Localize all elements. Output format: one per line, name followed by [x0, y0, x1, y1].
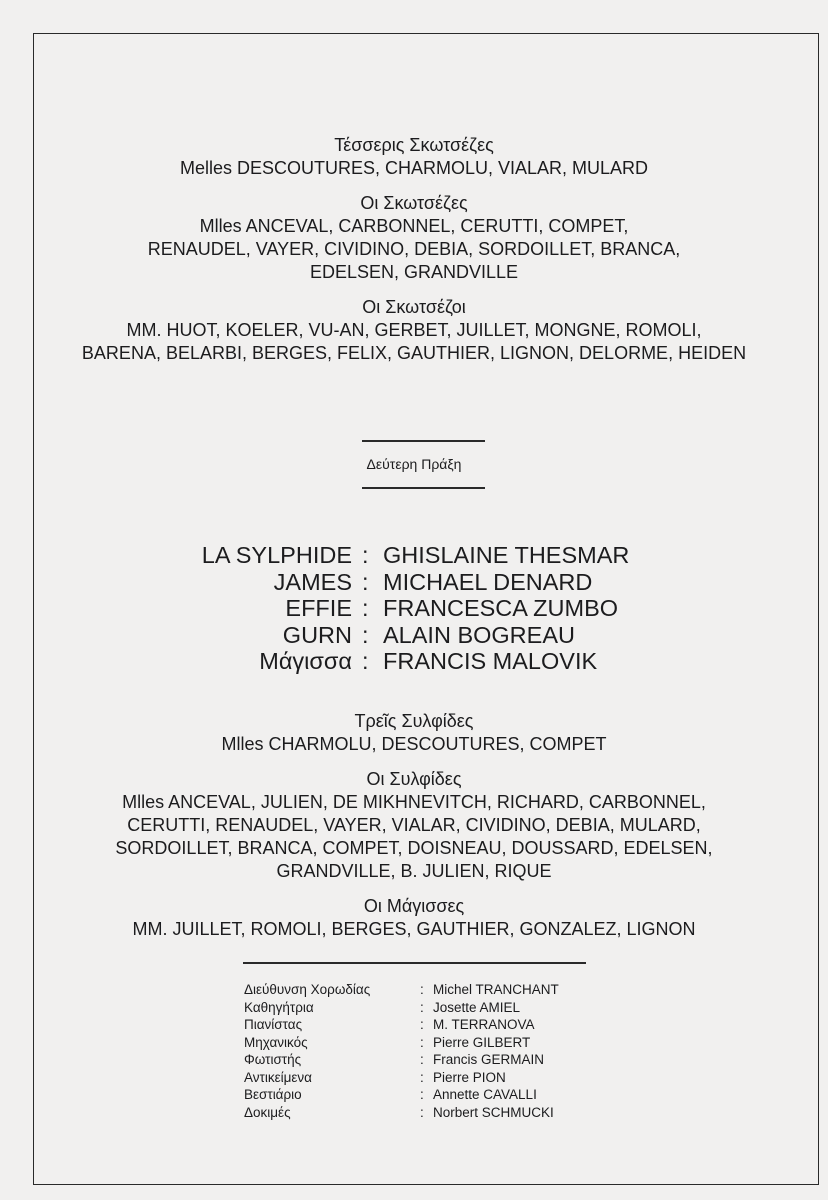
crew-separator: : [420, 1034, 424, 1050]
cast-separator: : [362, 595, 369, 621]
cast-separator: : [362, 568, 369, 595]
crew-row [0, 999, 828, 1017]
cast-row [0, 569, 828, 596]
crew-separator: : [420, 1017, 424, 1032]
group-members: GRANDVILLE, B. JULIEN, RIQUE [276, 861, 552, 881]
crew-row [0, 1016, 828, 1034]
crew-credits [0, 981, 828, 1121]
group-members: Mlles CHARMOLU, DESCOUTURES, COMPET [221, 734, 607, 754]
crew-job: Διεύθυνση Χορωδίας [244, 982, 371, 997]
cast-role: LA SYLPHIDE [201, 542, 352, 568]
cast-dancer: ALAIN BOGREAU [383, 621, 575, 648]
group-members: Mlles ANCEVAL, JULIEN, DE MIKHNEVITCH, RICHARD, CARBONNEL, [122, 792, 706, 812]
cast-row [0, 542, 828, 569]
crew-job: Αντικείμενα [244, 1069, 312, 1085]
crew-name: Michel TRANCHANT [433, 982, 559, 997]
crew-job: Βεστιάριο [244, 1087, 302, 1102]
cast-row [0, 622, 828, 649]
group-members: MM. HUOT, KOELER, VU-AN, GERBET, JUILLET, MONGNE, ROMOLI, [126, 320, 702, 340]
group-members: CERUTTI, RENAUDEL, VAYER, VIALAR, CIVIDINO, DEBIA, MULARD, [127, 815, 701, 835]
cast-separator: : [362, 542, 369, 568]
cast-separator: : [362, 621, 369, 648]
crew-separator: : [420, 1052, 424, 1067]
crew-job: Μηχανικός [244, 1034, 308, 1050]
crew-separator: : [420, 982, 424, 997]
divider-bottom [362, 487, 485, 489]
crew-row [0, 1051, 828, 1069]
group-members: SORDOILLET, BRANCA, COMPET, DOISNEAU, DOUSSARD, EDELSEN, [115, 838, 713, 858]
group-heading: Οι Σκωτσέζοι [362, 297, 466, 317]
crew-row [0, 1034, 828, 1052]
crew-separator: : [420, 1069, 424, 1085]
cast-dancer: MICHAEL DENARD [383, 568, 593, 595]
cast-dancer: FRANCIS MALOVIK [383, 648, 598, 674]
cast-role: JAMES [273, 568, 352, 595]
cast-dancer: FRANCESCA ZUMBO [383, 595, 619, 621]
crew-row [0, 1104, 828, 1122]
group-members: Melles DESCOUTURES, CHARMOLU, VIALAR, MULARD [179, 158, 649, 178]
crew-name: M. TERRANOVA [433, 1017, 535, 1032]
group-members: BARENA, BELARBI, BERGES, FELIX, GAUTHIER, LIGNON, DELORME, HEIDEN [81, 343, 747, 363]
crew-name: Josette AMIEL [433, 999, 521, 1015]
cast-dancer: GHISLAINE THESMAR [383, 542, 630, 568]
crew-name: Pierre PION [433, 1069, 506, 1085]
act-title: Δεύτερη Πράξη [366, 456, 462, 472]
crew-row [0, 1086, 828, 1104]
act-one-ensemble [0, 134, 828, 365]
crew-name: Annette CAVALLI [433, 1087, 537, 1102]
crew-job: Δοκιμές [244, 1104, 291, 1120]
crew-job: Φωτιστής [244, 1052, 302, 1067]
cast-role: EFFIE [285, 595, 352, 621]
crew-separator: : [420, 1104, 424, 1120]
crew-divider [243, 962, 586, 964]
crew-row [0, 981, 828, 999]
cast-separator: : [362, 648, 369, 674]
cast-row [0, 595, 828, 622]
group-members: RENAUDEL, VAYER, CIVIDINO, DEBIA, SORDOILLET, BRANCA, [147, 239, 681, 259]
cast-role: Μάγισσα [259, 648, 352, 674]
divider-top [362, 440, 485, 442]
group-heading: Οι Μάγισσες [363, 896, 465, 916]
crew-separator: : [420, 999, 424, 1015]
cast-role: GURN [282, 621, 352, 648]
group-members: MM. JUILLET, ROMOLI, BERGES, GAUTHIER, GONZALEZ, LIGNON [132, 919, 696, 939]
crew-name: Norbert SCHMUCKI [433, 1104, 554, 1120]
group-heading: Οι Συλφίδες [366, 769, 462, 789]
crew-name: Francis GERMAIN [433, 1052, 545, 1067]
group-heading: Οι Σκωτσέζες [360, 193, 468, 213]
crew-job: Καθηγήτρια [244, 999, 314, 1015]
act-two-ensemble [0, 710, 828, 941]
crew-name: Pierre GILBERT [433, 1034, 531, 1050]
cast-row [0, 648, 828, 675]
crew-job: Πιανίστας [244, 1017, 303, 1032]
group-heading: Τέσσερις Σκωτσέζες [334, 135, 494, 155]
group-heading: Τρεῖς Συλφίδες [354, 711, 474, 731]
crew-row [0, 1069, 828, 1087]
group-members: Mlles ANCEVAL, CARBONNEL, CERUTTI, COMPET, [199, 216, 629, 236]
principal-cast [0, 542, 828, 675]
crew-separator: : [420, 1087, 424, 1102]
group-members: EDELSEN, GRANDVILLE [309, 262, 519, 282]
